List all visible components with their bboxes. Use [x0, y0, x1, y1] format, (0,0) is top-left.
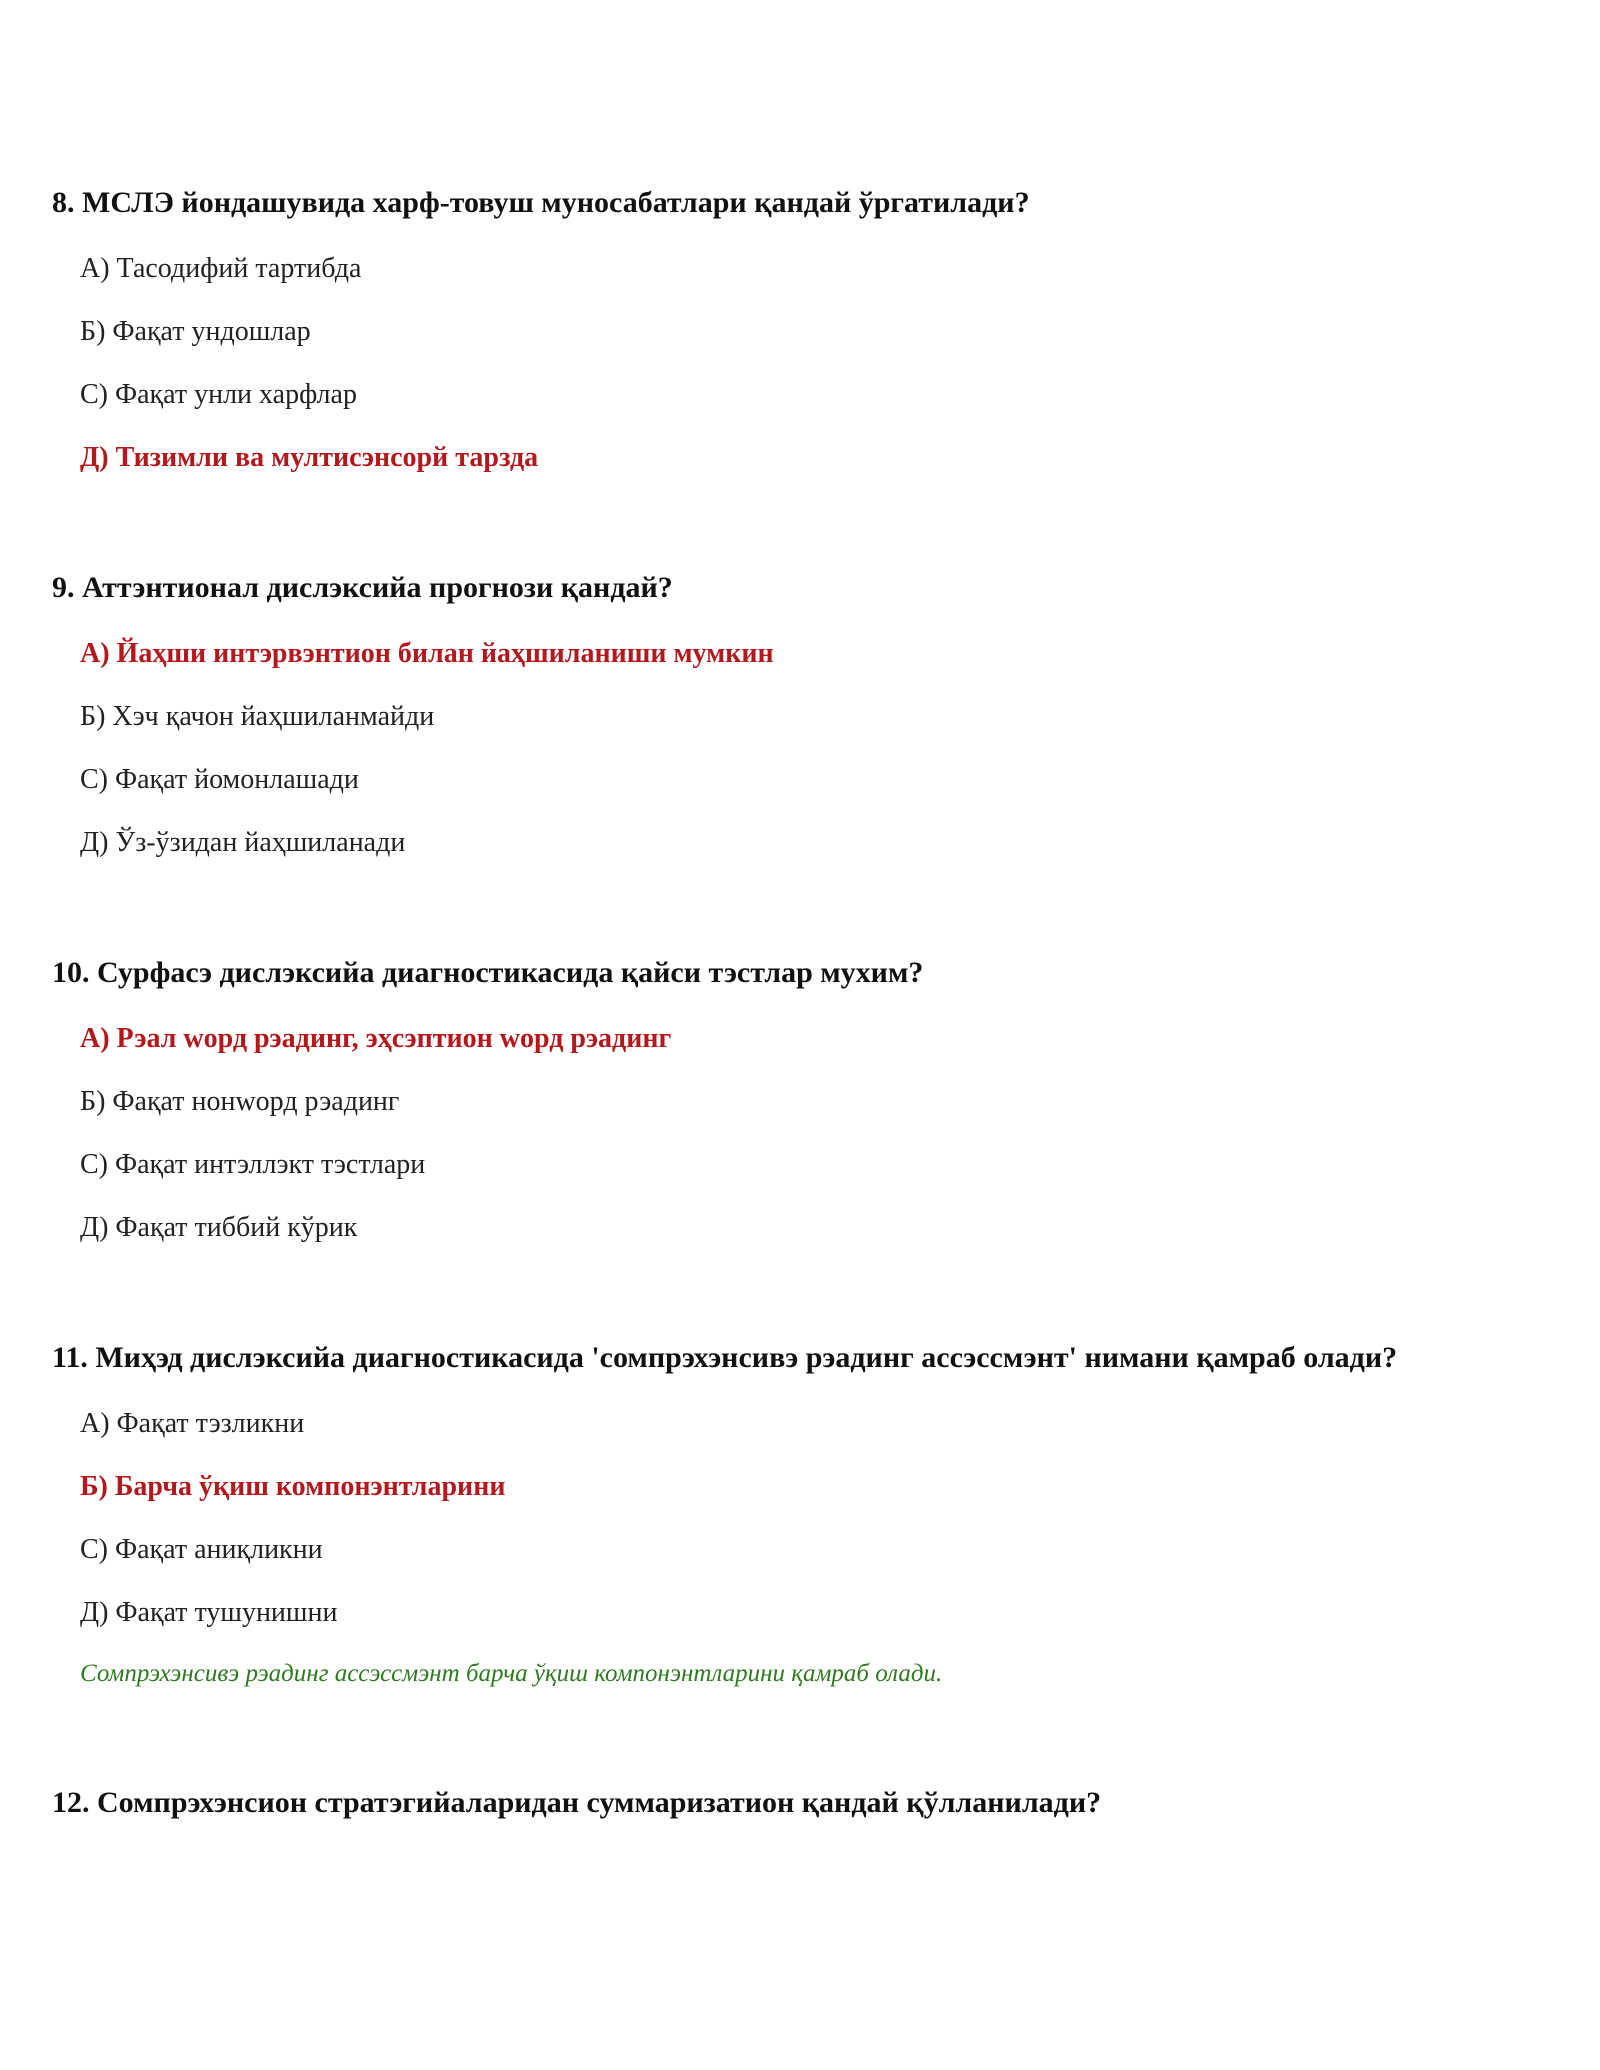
question-11: 11. Миҳэд дислэксийа диагностикасида 'сомпрэхэнсивэ рэадинг ассэссмэнт' нимани қамраб олади?: [52, 1341, 1398, 1374]
q10-option-d: Д) Фақат тиббий кўрик: [80, 1212, 358, 1243]
q10-option-b: Б) Фақат нонwорд рэадинг: [80, 1086, 400, 1117]
q10-option-c: С) Фақат интэллэкт тэстлари: [80, 1149, 426, 1180]
question-10: 10. Сурфасэ дислэксийа диагностикасида қайси тэстлар мухим?: [52, 956, 924, 989]
q11-option-a: А) Фақат тэзликни: [80, 1408, 305, 1439]
q9-option-b: Б) Хэч қачон йаҳшиланмайди: [80, 701, 435, 732]
q11-option-c: С) Фақат аниқликни: [80, 1534, 323, 1565]
q8-option-a: А) Тасодифий тартибда: [80, 253, 362, 284]
q11-explanation: Сомпрэхэнсивэ рэадинг ассэссмэнт барча ўқиш компонэнтларини қамраб олади.: [80, 1660, 943, 1687]
question-9: 9. Аттэнтионал дислэксийа прогнози қандай?: [52, 571, 673, 604]
q8-option-b: Б) Фақат ундошлар: [80, 316, 311, 347]
q8-option-d-correct: Д) Тизимли ва мултисэнсорй тарзда: [80, 442, 539, 473]
q9-option-a-correct: А) Йаҳши интэрвэнтион билан йаҳшиланиши мумкин: [80, 638, 774, 669]
q10-option-a-correct: А) Рэал wорд рэадинг, эҳсэптион wорд рэадинг: [80, 1023, 672, 1054]
q8-option-c: С) Фақат унли харфлар: [80, 379, 357, 410]
question-12: 12. Сомпрэхэнсион стратэгийаларидан суммаризатион қандай қўлланилади?: [52, 1786, 1102, 1819]
q11-option-d: Д) Фақат тушунишни: [80, 1597, 338, 1628]
q11-option-b-correct: Б) Барча ўқиш компонэнтларини: [80, 1471, 506, 1502]
question-8: 8. МСЛЭ йондашувида харф-товуш муносабатлари қандай ўргатилади?: [52, 186, 1030, 219]
q9-option-d: Д) Ўз-ўзидан йаҳшиланади: [80, 827, 406, 858]
q9-option-c: С) Фақат йомонлашади: [80, 764, 359, 795]
